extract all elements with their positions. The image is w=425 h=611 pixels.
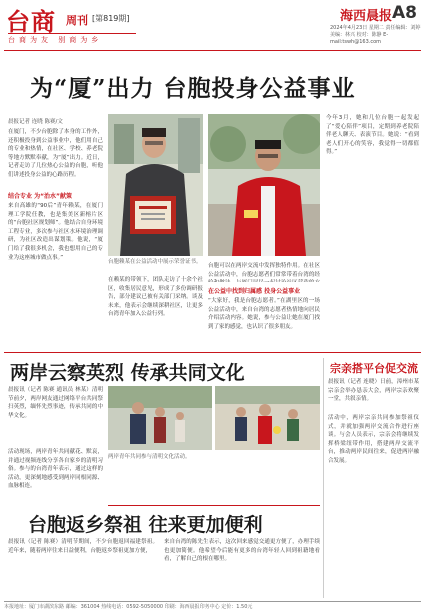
page-number: A8 [392,3,417,23]
sidebar-divider [323,358,324,598]
sidebar-title: 宗亲搭平台促交流 [330,362,418,375]
sidebar-byline: 晨报讯（记者 连晓）日前，漳州市某宗亲会举办恳亲大会，两岸宗亲欢聚一堂，共叙亲情。 [328,379,419,403]
section-b-body: 来自台湾的陈先生表示，这次回来感觉交通更方便了，办理手续也更加简便。他希望今后能有更多的台湾年轻人回到祖籍地看看，了解自己的根在哪里。 [164,539,320,563]
section-weekly-label: 周刊 [66,14,88,27]
main-headline: 为“厦”出力 台胞投身公益事业 [30,75,356,102]
sidebar-body: 活动中，两岸宗亲共同参加祭祖仪式，并就加强两岸交流合作进行座谈。与会人员表示，宗亲会将继续发挥桥梁纽带作用，搭建两岸交流平台，推动两岸民间往来，促进两岸融合发展。 [328,415,419,464]
main-col1-body: 来自高雄的“90后”青年赖某，在厦门理工学院任教，也是集美区新榕片区的“台胞社区规划师”。他结合自身环境工程专业，多次参与社区水环境治理调研，为社区改造出谋划策。他说，“厦门给了我很多机会，我也想用自己的专业为这座城市做点事。” [8,203,103,261]
issue-number: [第819期] [92,14,130,23]
main-byline: 晨报记者 连晓 陈赛/文 [8,119,63,125]
main-subhead-2: 在公益中找到归属感 投身公益事业 [208,288,301,295]
section-a-body: 活动现场，两岸青年共同献花、默哀，并通过视频连线分享各自家乡的清明习俗。参与的台湾青年表示，通过这样的活动，更深刻地感受到两岸同根同源、血脉相连。 [8,449,103,490]
photo-man-with-certificate [108,114,203,256]
main-col4-body: “大家好，我是台胞志愿者。”在湖里区的一场公益活动中，来自台湾的志愿者热情地向居民介绍活动内容。她说，参与公益让她在厦门找到了家的感觉，也认识了很多朋友。 [208,298,320,330]
main-col5-body: 今年3月，她和几位台胞一起发起了“爱心陪伴”项目，定期到养老院陪伴老人聊天、表演节目。她说：“看到老人们开心的笑容，我觉得一切都值得。” [326,115,419,156]
photo-man-in-volunteer-vest [208,114,320,256]
section-rule [4,352,421,353]
newspaper-logo: 海西晨报 [340,9,393,24]
main-col2-body: 在赖某的带领下，团队走访了十余个社区，收集居民意见，形成了多份调研报告，部分建议已被有关部门采纳。谈及未来，他表示会继续深耕社区，让更多台湾青年加入公益行列。 [108,277,203,318]
page-footer: 本报地址：厦门市湖滨东路 邮编：361004 热线电话：0592-5050000 印刷：海西晨报印务中心 定价：1.50元 [4,601,421,610]
section-b-headline: 台胞返乡祭祖 往来更加便利 [28,514,263,536]
masthead-rule [4,50,421,51]
masthead [0,0,425,50]
main-col3-body: 台胞可以在两岸交流中发挥独特作用。在社区公益活动中，台胞志愿者们常常带着台湾的经 [208,263,320,278]
section-b-byline: 晨报讯（记者 陈赛）清明节期间，不少台胞返回福建祭祖。近年来，随着两岸往来日益便利，台胞返乡祭祖更加方便， [8,539,158,554]
section-a-byline: 晨报讯（记者 陈赛 通讯员 林某）清明节前夕，两岸网友通过网络平台共同祭扫英烈，缅怀先烈事迹，传承共同的中华文化。 [8,387,103,419]
paper-section-title: 台商 [6,7,56,36]
photo-children-with-flowers [215,386,320,450]
section-slogan: 台商为友 别商为乡 [8,33,136,43]
photo-family-at-ceremony [108,386,212,450]
photo-caption-left: 台胞赖某在公益活动中展示荣誉证书。 [108,259,202,265]
section-a-caption: 两岸青年共同参与清明文化活动。 [108,454,191,460]
main-lead: 在厦门，不少台胞除了本身的工作外，还积极投身到公益事业中，他们用自己的专业和热情，在社区、学校、养老院等地方默默奉献，为“厦”出力。近日，记者走访了几位热心公益的台胞，听他们讲述投身公益的心路历程。 [8,129,103,178]
main-subhead-1: 结合专业 为“治水”献策 [8,193,72,200]
edition-meta: 2024年4月23日 星期二 责任编辑：刘婷 美编：林兴 校对：陈静 E-mail:tswh@163.com [330,25,421,45]
section-a-headline: 两岸云察英烈 传承共同文化 [10,362,245,384]
section-b-rule [108,505,320,506]
